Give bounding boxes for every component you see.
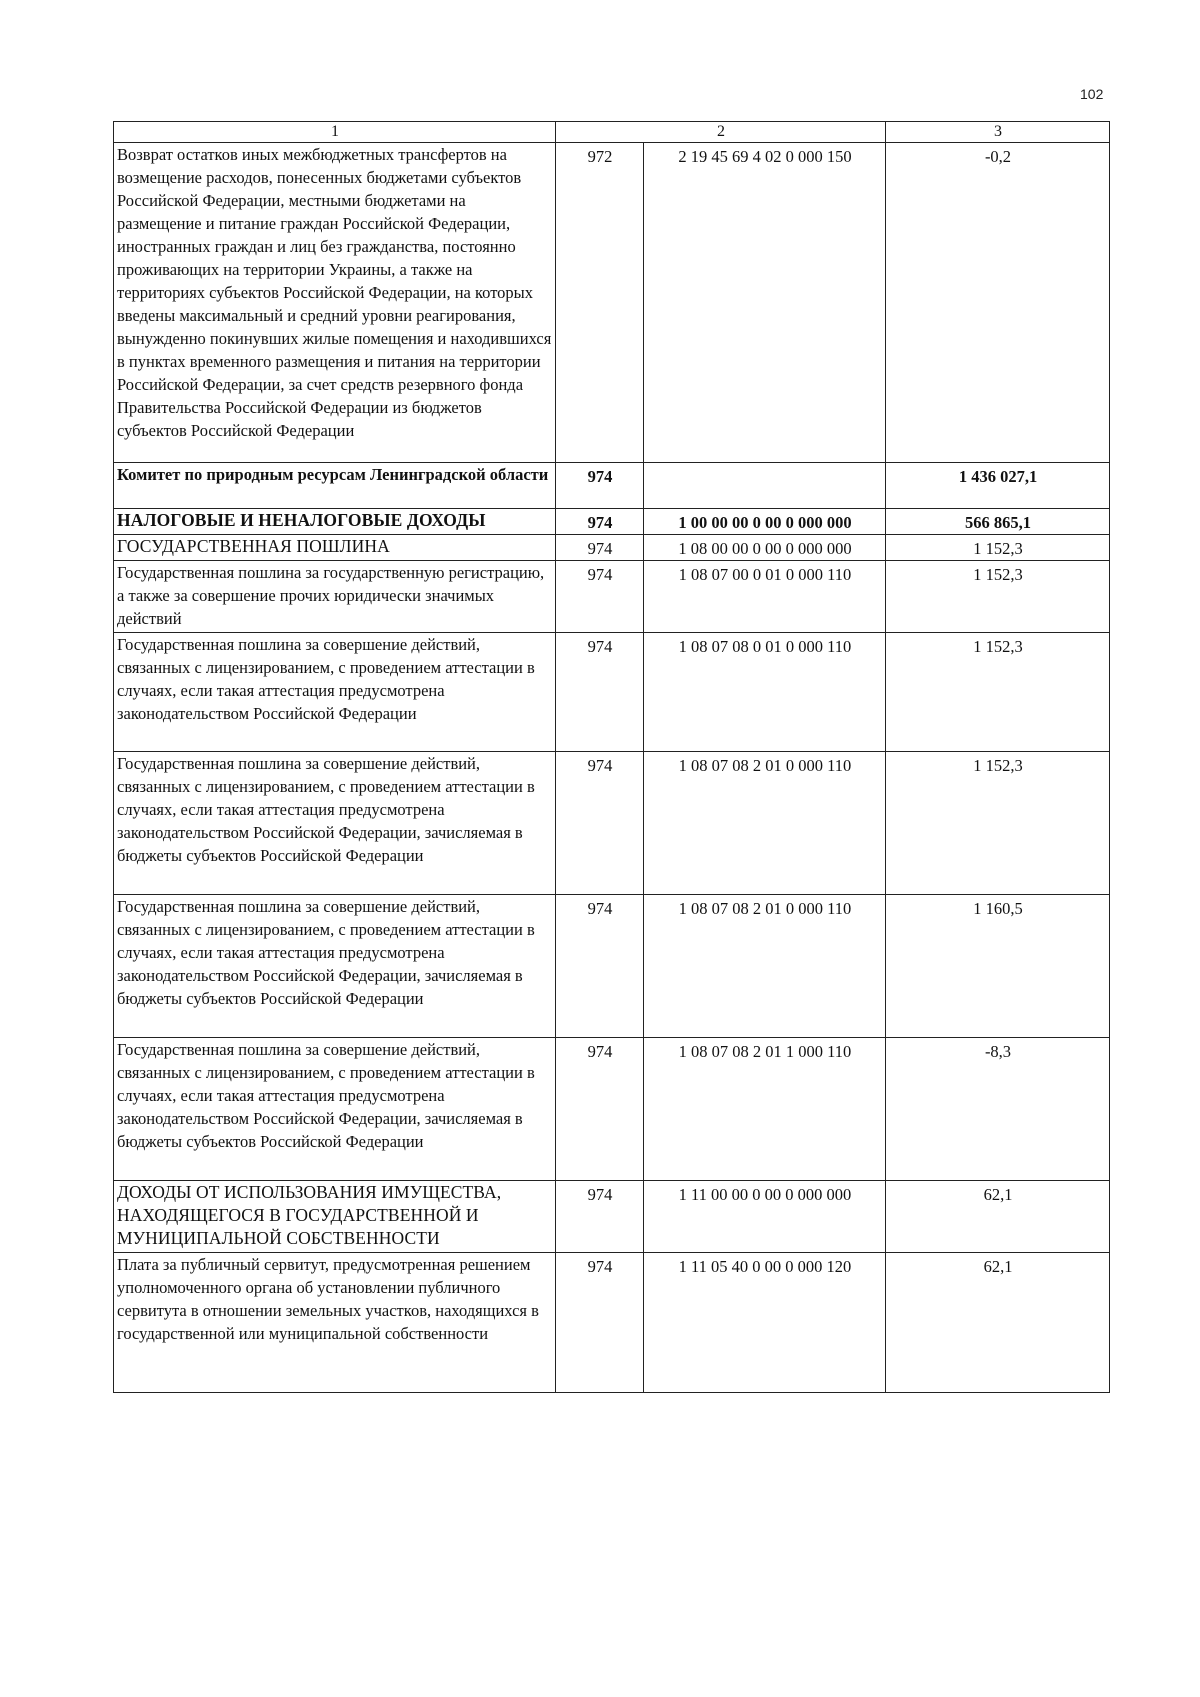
row-amount: 1 436 027,1: [886, 463, 1110, 509]
row-budget-code: 1 08 07 08 0 01 0 000 110: [644, 633, 886, 752]
row-name: Комитет по природным ресурсам Ленинградской области: [114, 463, 556, 509]
row-amount: 62,1: [886, 1181, 1110, 1253]
row-budget-code: 1 08 00 00 0 00 0 000 000: [644, 535, 886, 561]
row-budget-code: 1 08 07 08 2 01 1 000 110: [644, 1038, 886, 1181]
row-budget-code: 1 08 07 00 0 01 0 000 110: [644, 561, 886, 633]
row-admin-code: 972: [556, 143, 644, 463]
row-amount: 62,1: [886, 1253, 1110, 1393]
row-amount: 566 865,1: [886, 509, 1110, 535]
row-amount: 1 152,3: [886, 752, 1110, 895]
row-amount: 1 152,3: [886, 561, 1110, 633]
table-row: [114, 1038, 1110, 1181]
row-amount: 1 152,3: [886, 633, 1110, 752]
table-row: [114, 895, 1110, 1038]
row-admin-code: 974: [556, 463, 644, 509]
row-amount: 1 152,3: [886, 535, 1110, 561]
row-amount: 1 160,5: [886, 895, 1110, 1038]
row-amount: -8,3: [886, 1038, 1110, 1181]
row-name: НАЛОГОВЫЕ И НЕНАЛОГОВЫЕ ДОХОДЫ: [114, 509, 556, 535]
row-name: Государственная пошлина за совершение действий, связанных с лицензированием, с проведением аттестации в случаях, если такая аттестация предусмотрена законодательством Российской Федерации, зачисляемая в бюджеты субъектов Российской Федерации: [114, 895, 556, 1038]
row-name: Государственная пошлина за совершение действий, связанных с лицензированием, с проведением аттестации в случаях, если такая аттестация предусмотрена законодательством Российской Федерации, зачисляемая в бюджеты субъектов Российской Федерации: [114, 752, 556, 895]
table-row: [114, 1253, 1110, 1393]
table-row: [114, 752, 1110, 895]
row-admin-code: 974: [556, 633, 644, 752]
row-budget-code: [644, 463, 886, 509]
row-name: Государственная пошлина за совершение действий, связанных с лицензированием, с проведением аттестации в случаях, если такая аттестация предусмотрена законодательством Российской Федерации, зачисляемая в бюджеты субъектов Российской Федерации: [114, 1038, 556, 1181]
page-number: 102: [1080, 86, 1104, 102]
row-admin-code: 974: [556, 895, 644, 1038]
table-row: [114, 509, 1110, 535]
row-admin-code: 974: [556, 561, 644, 633]
table-row: [114, 463, 1110, 509]
row-budget-code: 1 08 07 08 2 01 0 000 110: [644, 895, 886, 1038]
row-admin-code: 974: [556, 1038, 644, 1181]
header-col-3: 3: [886, 122, 1110, 143]
row-name: Плата за публичный сервитут, предусмотренная решением уполномоченного органа об установлении публичного сервитута в отношении земельных участков, находящихся в государственной или муниципальной собственности: [114, 1253, 556, 1393]
row-admin-code: 974: [556, 535, 644, 561]
header-col-2: 2: [556, 122, 886, 143]
row-admin-code: 974: [556, 1181, 644, 1253]
row-name: Государственная пошлина за государственную регистрацию, а также за совершение прочих юридически значимых действий: [114, 561, 556, 633]
row-admin-code: 974: [556, 1253, 644, 1393]
budget-table: [113, 121, 1110, 1393]
row-admin-code: 974: [556, 509, 644, 535]
row-budget-code: 1 11 00 00 0 00 0 000 000: [644, 1181, 886, 1253]
row-budget-code: 2 19 45 69 4 02 0 000 150: [644, 143, 886, 463]
row-amount: -0,2: [886, 143, 1110, 463]
row-budget-code: 1 11 05 40 0 00 0 000 120: [644, 1253, 886, 1393]
row-admin-code: 974: [556, 752, 644, 895]
table-row: [114, 561, 1110, 633]
row-name: ГОСУДАРСТВЕННАЯ ПОШЛИНА: [114, 535, 556, 561]
table-row: [114, 143, 1110, 463]
row-name: Государственная пошлина за совершение действий, связанных с лицензированием, с проведением аттестации в случаях, если такая аттестация предусмотрена законодательством Российской Федерации: [114, 633, 556, 752]
table-row: [114, 633, 1110, 752]
row-budget-code: 1 08 07 08 2 01 0 000 110: [644, 752, 886, 895]
row-name: ДОХОДЫ ОТ ИСПОЛЬЗОВАНИЯ ИМУЩЕСТВА, НАХОДЯЩЕГОСЯ В ГОСУДАРСТВЕННОЙ И МУНИЦИПАЛЬНОЙ СОБСТВЕННОСТИ: [114, 1181, 556, 1253]
row-name: Возврат остатков иных межбюджетных трансфертов на возмещение расходов, понесенных бюджетами субъектов Российской Федерации, местными бюджетами на размещение и питание граждан Российской Федерации, иностранных граждан и лиц без гражданства, постоянно проживающих на территории Украины, а также на территориях субъектов Российской Федерации, на которых введены максимальный и средний уровни реагирования, вынужденно покинувших жилые помещения и находившихся в пунктах временного размещения и питания на территории Российской Федерации, за счет средств резервного фонда Правительства Российской Федерации из бюджетов субъектов Российской Федерации: [114, 143, 556, 463]
table-row: [114, 535, 1110, 561]
table-header-row: [114, 122, 1110, 143]
row-budget-code: 1 00 00 00 0 00 0 000 000: [644, 509, 886, 535]
header-col-1: 1: [114, 122, 556, 143]
table-row: [114, 1181, 1110, 1253]
